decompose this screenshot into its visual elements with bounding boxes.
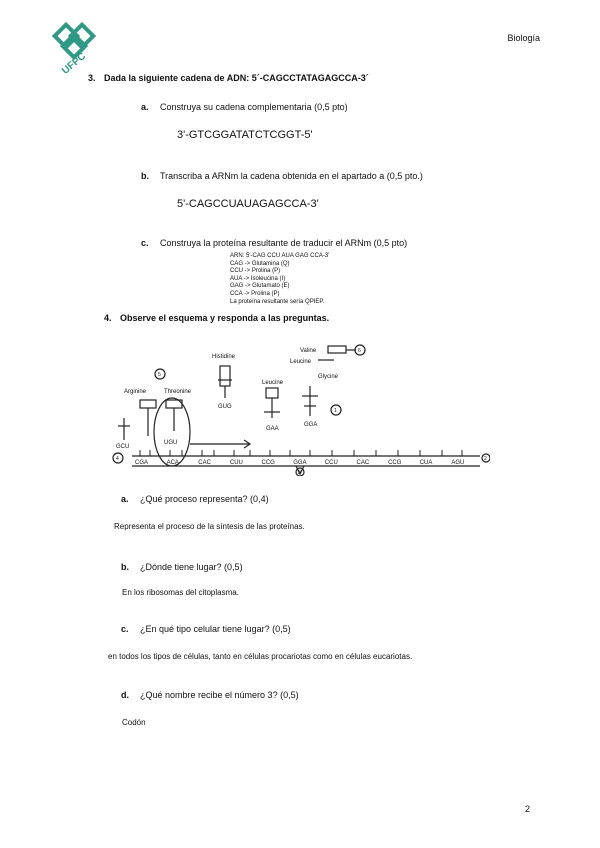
q4c-answer: en todos los tipos de células, tanto en células procariotas como en células eucariotas. xyxy=(108,652,413,661)
label-leucine-top: Leucine xyxy=(290,359,312,365)
circle-label-6: 6 xyxy=(358,348,361,354)
label-gug: GUG xyxy=(218,404,232,410)
label-valine: Valine xyxy=(300,348,317,354)
label-gcu: GCU xyxy=(116,444,130,450)
protein-synthesis-diagram xyxy=(110,336,490,476)
circle-label-4: 4 xyxy=(116,456,119,462)
q3c-text: Construya la proteína resultante de traducir el ARNm (0,5 pto) xyxy=(160,238,408,248)
q3b-letter: b. xyxy=(141,171,149,181)
q4d-answer: Codón xyxy=(122,718,146,727)
label-gaa: GAA xyxy=(266,426,279,432)
codon-label: CAC xyxy=(198,460,211,466)
circle-label-1: 1 xyxy=(334,408,337,414)
q4b-answer: En los ribosomas del citoplasma. xyxy=(122,588,239,597)
label-arginine: Arginine xyxy=(124,389,147,395)
q4c-letter: c. xyxy=(121,624,129,634)
ufpc-logo xyxy=(44,20,104,80)
q3a-answer: 3'-GTCGGATATCTCGGT-5' xyxy=(177,129,313,141)
codon-label: CAC xyxy=(356,460,370,466)
q3c-answer-line: CCA -> Prolina (P) xyxy=(230,290,280,297)
q3-title: Dada la siguiente cadena de ADN: 5´-CAGCCTATAGAGCCA-3´ xyxy=(104,73,369,83)
codon-label: CGA xyxy=(135,460,149,466)
circle-label-3: 3 xyxy=(298,470,301,476)
q4c-text: ¿En qué tipo celular tiene lugar? (0,5) xyxy=(140,624,291,634)
label-gga: GGA xyxy=(304,422,318,428)
circle-label-5: 5 xyxy=(158,372,161,378)
q4-number: 4. xyxy=(104,313,112,323)
q3a-letter: a. xyxy=(141,102,149,112)
label-ugu: UGU xyxy=(164,440,178,446)
q4a-answer: Representa el proceso de la síntesis de las proteínas. xyxy=(114,522,305,531)
q3c-answer-line: La proteína resultante sería QPIEP. xyxy=(230,298,325,305)
q4-title: Observe el esquema y responda a las preguntas. xyxy=(120,313,330,323)
label-leucine: Leucine xyxy=(262,380,284,386)
q3b-answer: 5'-CAGCCUAUAGAGCCA-3' xyxy=(177,198,319,210)
q3a-text: Construya su cadena complementaria (0,5 pto) xyxy=(160,102,348,112)
q3c-answer-line: GAG -> Glutamato (E) xyxy=(230,283,290,290)
q3c-answer-line: CCU -> Prolina (P) xyxy=(230,268,281,275)
q3c-answer xyxy=(230,253,329,306)
circle-label-2: 2 xyxy=(484,456,487,462)
label-glycine: Glycine xyxy=(318,374,339,380)
q3-number: 3. xyxy=(88,73,96,83)
q3c-answer-line: ARN: 5'-CAG CCU AUA GAG CCA-3' xyxy=(230,253,330,259)
label-threonine: Threonine xyxy=(164,389,192,395)
q4b-text: ¿Dónde tiene lugar? (0,5) xyxy=(140,562,243,572)
codon-label: CUA xyxy=(419,460,433,466)
codon-label: CCG xyxy=(388,460,402,466)
codon-label: ACA xyxy=(166,460,179,466)
codon-label: AGU xyxy=(451,460,465,466)
q3c-letter: c. xyxy=(141,238,149,248)
q3c-answer-line: CAG -> Glutamina (Q) xyxy=(230,260,290,267)
page-number: 2 xyxy=(524,804,530,814)
codon-label: CCU xyxy=(324,460,338,466)
subject-title: Biología xyxy=(507,33,540,43)
q4d-text: ¿Qué nombre recibe el número 3? (0,5) xyxy=(140,690,299,700)
q4d-letter: d. xyxy=(121,690,129,700)
q4b-letter: b. xyxy=(121,562,129,572)
q3c-answer-line: AUA -> Isoleucina (I) xyxy=(230,275,286,282)
codon-label: GGA xyxy=(293,460,307,466)
codon-label: CCG xyxy=(261,460,275,466)
label-histidine: Histidine xyxy=(212,354,236,360)
codon-label: CUU xyxy=(229,460,243,466)
q4a-letter: a. xyxy=(121,494,129,504)
logo-text: UFPC xyxy=(60,50,89,77)
q3b-text: Transcriba a ARNm la cadena obtenida en el apartado a (0,5 pto.) xyxy=(160,171,423,181)
q4a-text: ¿Qué proceso representa? (0,4) xyxy=(140,494,269,504)
